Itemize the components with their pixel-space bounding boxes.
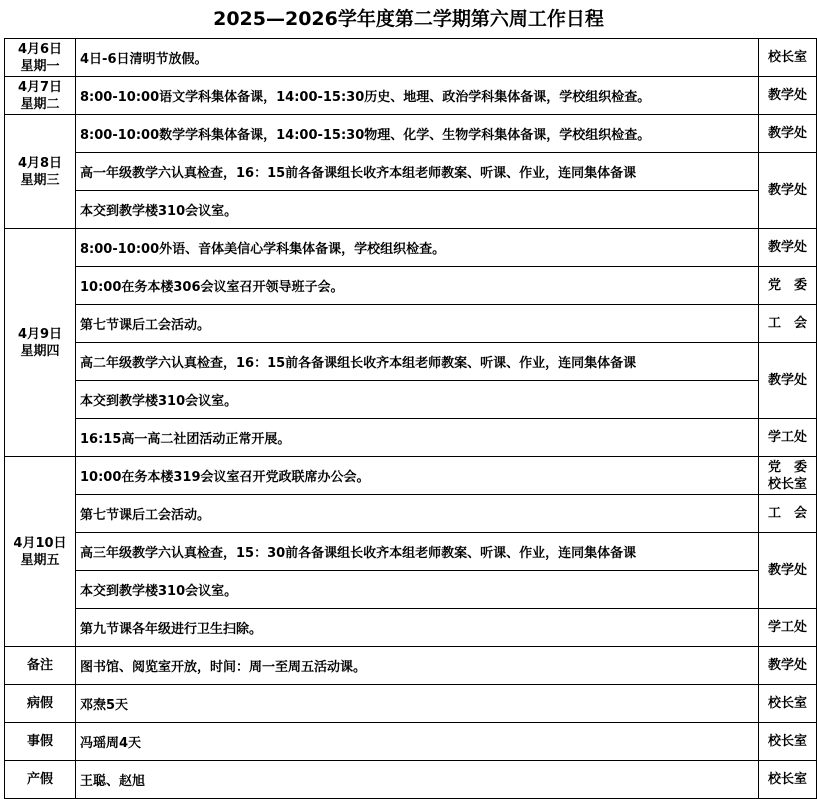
department-cell: 教学处	[759, 647, 817, 685]
schedule-item: 第七节课后工会活动。	[76, 495, 759, 533]
department-cell: 工 会	[759, 305, 817, 343]
weekday-label: 星期一	[20, 58, 60, 74]
day-cell-thursday	[5, 229, 76, 457]
table-row	[5, 305, 817, 343]
table-row	[5, 647, 817, 685]
department-label: 校长室	[767, 476, 807, 492]
table-row	[5, 77, 817, 115]
department-cell: 教学处	[759, 533, 817, 609]
sick-leave-content: 邓焘5天	[76, 685, 759, 723]
notes-label: 备注	[5, 647, 76, 685]
sick-leave-label: 病假	[5, 685, 76, 723]
table-row	[5, 191, 817, 229]
table-row	[5, 571, 817, 609]
maternity-leave-content: 王聪、赵旭	[76, 761, 759, 799]
table-row	[5, 229, 817, 267]
day-cell-wednesday	[5, 115, 76, 229]
table-row	[5, 39, 817, 77]
table-row	[5, 723, 817, 761]
date-label: 4月9日	[17, 326, 63, 342]
department-cell: 教学处	[759, 229, 817, 267]
schedule-item: 高三年级教学六认真检查，15：30前各备课组长收齐本组老师教案、听课、作业，连同集体备课	[76, 533, 759, 571]
department-label: 党 委	[767, 459, 807, 475]
schedule-item: 4日-6日清明节放假。	[76, 39, 759, 77]
date-label: 4月10日	[13, 535, 67, 551]
schedule-item: 第七节课后工会活动。	[76, 305, 759, 343]
schedule-item: 16:15高一高二社团活动正常开展。	[76, 419, 759, 457]
personal-leave-label: 事假	[5, 723, 76, 761]
schedule-item-continued: 本交到教学楼310会议室。	[76, 571, 759, 609]
weekday-label: 星期二	[20, 96, 60, 112]
date-label: 4月8日	[17, 155, 63, 171]
schedule-item-continued: 本交到教学楼310会议室。	[76, 381, 759, 419]
weekday-label: 星期四	[20, 343, 60, 359]
department-cell: 教学处	[759, 77, 817, 115]
notes-content: 图书馆、阅览室开放，时间：周一至周五活动课。	[76, 647, 759, 685]
maternity-leave-label: 产假	[5, 761, 76, 799]
table-row	[5, 419, 817, 457]
weekday-label: 星期五	[20, 552, 60, 568]
schedule-item: 第九节课各年级进行卫生扫除。	[76, 609, 759, 647]
table-row	[5, 495, 817, 533]
personal-leave-content: 冯瑶周4天	[76, 723, 759, 761]
table-row	[5, 457, 817, 495]
day-cell-tuesday	[5, 77, 76, 115]
table-row	[5, 343, 817, 381]
department-cell: 教学处	[759, 115, 817, 153]
department-cell: 教学处	[759, 153, 817, 229]
department-cell: 教学处	[759, 343, 817, 419]
schedule-item: 10:00在务本楼306会议室召开领导班子会。	[76, 267, 759, 305]
table-row	[5, 533, 817, 571]
table-row	[5, 153, 817, 191]
table-row	[5, 761, 817, 799]
department-cell: 校长室	[759, 723, 817, 761]
day-cell-monday	[5, 39, 76, 77]
department-cell: 学工处	[759, 419, 817, 457]
page-title: 2025—2026学年度第二学期第六周工作日程	[213, 8, 604, 30]
schedule-item: 高二年级教学六认真检查，16：15前各备课组长收齐本组老师教案、听课、作业，连同集体备课	[76, 343, 759, 381]
date-label: 4月6日	[17, 41, 63, 57]
department-cell	[759, 457, 817, 495]
schedule-item: 8:00-10:00外语、音体美信心学科集体备课，学校组织检查。	[76, 229, 759, 267]
schedule-item: 8:00-10:00数学学科集体备课，14:00-15:30物理、化学、生物学科集体备课，学校组织检查。	[76, 115, 759, 153]
schedule-item: 10:00在务本楼319会议室召开党政联席办公会。	[76, 457, 759, 495]
table-row	[5, 267, 817, 305]
weekday-label: 星期三	[20, 172, 60, 188]
schedule-item: 高一年级教学六认真检查，16：15前各备课组长收齐本组老师教案、听课、作业，连同集体备课	[76, 153, 759, 191]
schedule-item-continued: 本交到教学楼310会议室。	[76, 191, 759, 229]
day-cell-friday	[5, 457, 76, 647]
table-row	[5, 609, 817, 647]
department-cell: 工 会	[759, 495, 817, 533]
table-row	[5, 115, 817, 153]
department-cell: 校长室	[759, 39, 817, 77]
department-cell: 党 委	[759, 267, 817, 305]
department-cell: 校长室	[759, 685, 817, 723]
schedule-item: 8:00-10:00语文学科集体备课，14:00-15:30历史、地理、政治学科集体备课，学校组织检查。	[76, 77, 759, 115]
schedule-table	[4, 38, 817, 799]
table-row	[5, 381, 817, 419]
table-row	[5, 685, 817, 723]
date-label: 4月7日	[17, 79, 63, 95]
department-cell: 校长室	[759, 761, 817, 799]
department-cell: 学工处	[759, 609, 817, 647]
